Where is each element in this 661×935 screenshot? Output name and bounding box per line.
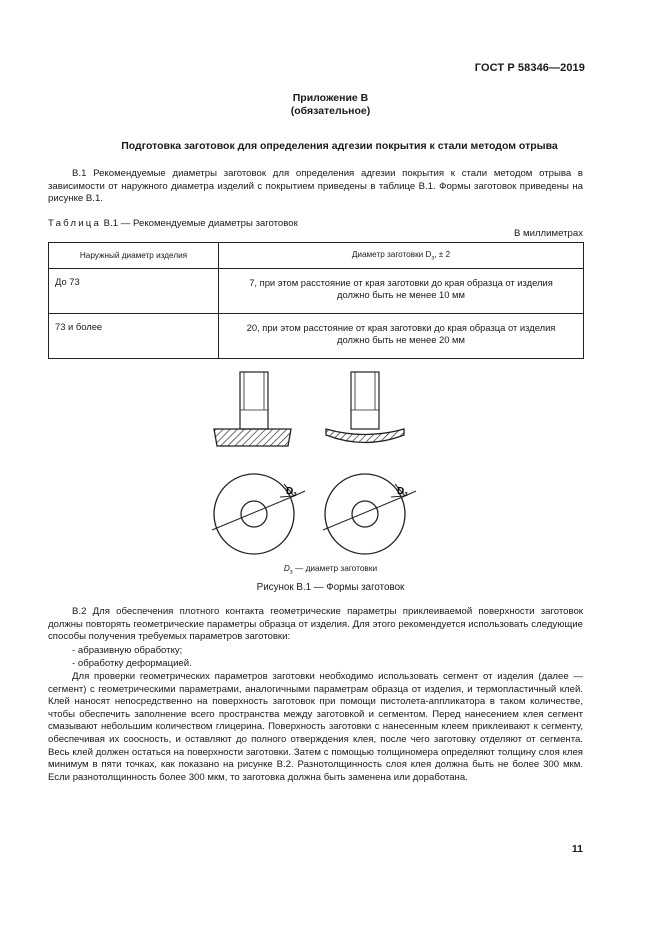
header-blank-diameter-main: Диаметр заготовки D bbox=[351, 249, 432, 259]
page-number: 11 bbox=[571, 843, 583, 855]
header-blank-diameter-tol: , ± 2 bbox=[434, 249, 451, 259]
table-caption bbox=[48, 218, 298, 229]
figure-legend bbox=[0, 563, 661, 576]
cell-outer-diameter: До 73 bbox=[49, 269, 219, 314]
section-title: Подготовка заготовок для определения адгезии покрытия к стали методом отрыва bbox=[121, 140, 558, 152]
paragraph-b3: Для проверки геометрических параметров заготовки необходимо использовать сегмент от изделия (далее — сегмент) с геометрическими параметрами, аналогичными параметрам образца от изделия, и термопластичный клей. Клей наносят непосредственно на поверхность заготовок при помощи пистолета-аппликатора в таком количестве, чтобы обеспечить заполнение всего пространства между заготовкой и сегментом. Перед нанесением клея сегмент смазывают небольшим количеством глицерина. Поверхность заготовки с нанесенным клеем приклеивают к сегменту, обеспечивая их соосность, и оставляют до полного отверждения клея, после чего заготовку отделяют от сегмента. Весь клей должен остаться на поверхности заготовки. Затем с помощью толщиномера определяют толщину слоя клея минимум в пяти точках, как показано на рисунке В.2. Разнотолщинность слоя клея должна быть не более 300 мкм. Если разнотолщинность более 300 мкм, то заготовка должна быть заменена или доработана. bbox=[48, 671, 583, 783]
appendix-heading bbox=[0, 92, 661, 118]
dimension-label-right: $D_з$ bbox=[397, 486, 408, 498]
standard-code: ГОСТ Р 58346—2019 bbox=[474, 62, 585, 74]
figure-title: Рисунок В.1 — Формы заготовок bbox=[256, 582, 405, 593]
cell-outer-diameter: 73 и более bbox=[49, 314, 219, 359]
cell-blank-diameter-line1: 20, при этом расстояние от края заготовки до края образца от изделия bbox=[246, 322, 556, 333]
cell-blank-diameter bbox=[219, 269, 584, 314]
legend-symbol: D bbox=[283, 563, 290, 573]
header-outer-diameter: Наружный диаметр изделия bbox=[49, 243, 219, 269]
list-item: - обработку деформацией. bbox=[72, 658, 192, 669]
appendix-title: Приложение В bbox=[292, 92, 369, 104]
header-blank-diameter-sub: з bbox=[431, 255, 435, 262]
figure-blank-shapes bbox=[200, 360, 460, 565]
table-caption-text: В.1 — Рекомендуемые диаметры заготовок bbox=[101, 218, 298, 229]
cell-blank-diameter-line1: 7, при этом расстояние от края заготовки до края образца от изделия bbox=[249, 277, 553, 288]
legend-text: — диаметр заготовки bbox=[292, 563, 378, 573]
cell-blank-diameter-line2: должно быть не менее 20 мм bbox=[337, 334, 465, 345]
table-row bbox=[49, 314, 584, 359]
dimension-label-left: $D_з$ bbox=[286, 486, 297, 498]
blank-shapes-drawing bbox=[200, 360, 460, 560]
table-header-row bbox=[49, 243, 584, 269]
table-row bbox=[49, 269, 584, 314]
table-caption-prefix: Таблица bbox=[48, 218, 102, 229]
blank-curved-side-view bbox=[326, 372, 404, 443]
paragraph-b2: В.2 Для обеспечения плотного контакта геометрические параметры приклеиваемой поверхности заготовок должны повторять геометрические параметры образца от изделия. Для этого рекомендуется использовать следующие способы получения требуемых параметров заготовки: bbox=[48, 606, 583, 643]
legend-symbol-sub: з bbox=[289, 569, 293, 576]
cell-blank-diameter bbox=[219, 314, 584, 359]
cell-blank-diameter-line2: должно быть не менее 10 мм bbox=[337, 289, 465, 300]
list-item: - абразивную обработку; bbox=[72, 645, 183, 656]
appendix-status: (обязательное) bbox=[290, 105, 371, 117]
header-blank-diameter bbox=[219, 243, 584, 269]
diameter-table bbox=[48, 242, 584, 359]
table-units: В миллиметрах bbox=[513, 228, 583, 239]
paragraph-b1: В.1 Рекомендуемые диаметры заготовок для определения адгезии покрытия к стали методом отрыва в зависимости от наружного диаметра изделий с покрытием приведены в таблице В.1. Формы заготовок приведены на рисунке В.1. bbox=[48, 168, 583, 205]
blank-flat-side-view bbox=[214, 372, 291, 446]
